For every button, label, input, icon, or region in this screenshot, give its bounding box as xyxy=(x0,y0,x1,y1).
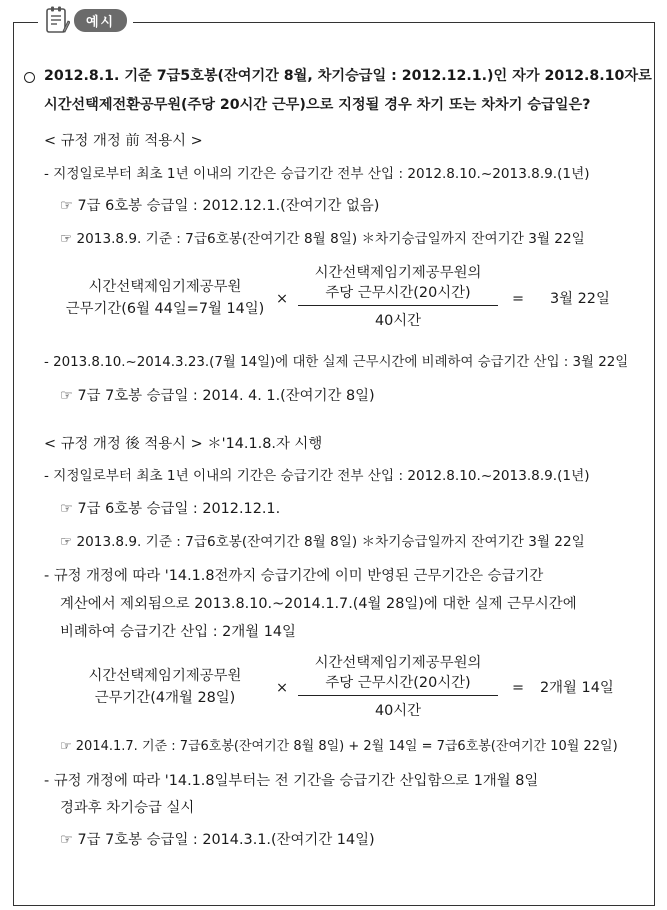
example-label: 예시 xyxy=(74,9,127,32)
after-formula-result: 2개월 14일 xyxy=(540,680,614,696)
before-sub-1: ☞ 7급 6호봉 승급일 : 2012.12.1.(잔여기간 없음) xyxy=(60,198,380,214)
after-heading: < 규정 개정 後 적용시 > ＊'14.1.8.자 시행 xyxy=(44,436,323,452)
after-formula-left-1: 시간선택제임기제공무원 xyxy=(88,668,242,684)
question-line-2: 시간선택제전환공무원(주당 20시간 근무)으로 지정될 경우 차기 또는 차차기 승급일은? xyxy=(44,97,591,113)
before-formula-left-2: 근무기간(6월 44일=7월 14일) xyxy=(65,301,265,317)
before-formula-times: × xyxy=(276,291,289,307)
after-sub-2: ☞ 2013.8.9. 기준 : 7급6호봉(잔여기간 8월 8일) ＊차기승급일까지 잔여기간 3월 22일 xyxy=(60,534,585,550)
before-formula-denominator: 40시간 xyxy=(374,313,422,329)
before-formula-equals: = xyxy=(512,291,525,307)
after-item-2-line-3: 비례하여 승급기간 산입 : 2개월 14일 xyxy=(60,624,296,640)
before-sub-2: ☞ 2013.8.9. 기준 : 7급6호봉(잔여기간 8월 8일) ＊차기승급일까지 잔여기간 3월 22일 xyxy=(60,231,585,247)
after-item-2-line-1: - 규정 개정에 따라 '14.1.8전까지 승급기간에 이미 반영된 근무기간은 승급기간 xyxy=(44,568,544,584)
after-formula-denominator: 40시간 xyxy=(374,703,422,719)
before-item-1: - 지정일로부터 최초 1년 이내의 기간은 승급기간 전부 산입 : 2012.8.10.~2013.8.9.(1년) xyxy=(44,166,590,182)
before-formula-numerator-1: 시간선택제임기제공무원의 xyxy=(314,265,482,281)
after-item-3-line-1: - 규정 개정에 따라 '14.1.8일부터는 전 기간을 승급기간 산입함으로 1개월 8일 xyxy=(44,773,539,789)
before-formula-result: 3월 22일 xyxy=(550,291,610,307)
after-formula-numerator-2: 주당 근무시간(20시간) xyxy=(325,675,471,691)
after-sub-3: ☞ 2014.1.7. 기준 : 7급6호봉(잔여기간 8월 8일) + 2월 14일 = 7급6호봉(잔여기간 10월 22일) xyxy=(60,739,618,754)
before-item-2: - 2013.8.10.~2014.3.23.(7월 14일)에 대한 실제 근무시간에 비례하여 승급기간 산입 : 3월 22일 xyxy=(44,355,629,370)
after-item-2-line-2: 계산에서 제외됨으로 2013.8.10.~2014.1.7.(4월 28일)에 대한 실제 근무시간에 xyxy=(60,596,577,612)
before-heading: < 규정 개정 前 적용시 > xyxy=(44,133,203,149)
after-fraction-bar xyxy=(298,695,498,696)
after-item-1: - 지정일로부터 최초 1년 이내의 기간은 승급기간 전부 산입 : 2012.8.10.~2013.8.9.(1년) xyxy=(44,468,590,484)
before-fraction-bar xyxy=(298,305,498,306)
before-sub-3: ☞ 7급 7호봉 승급일 : 2014. 4. 1.(잔여기간 8일) xyxy=(60,388,375,404)
after-formula-left-2: 근무기간(4개월 28일) xyxy=(94,690,236,706)
before-formula-left-1: 시간선택제임기제공무원 xyxy=(88,279,242,295)
after-formula-times: × xyxy=(276,680,289,696)
after-formula-numerator-1: 시간선택제임기제공무원의 xyxy=(314,655,482,671)
after-item-3-line-2: 경과후 차기승급 실시 xyxy=(60,800,195,816)
example-header xyxy=(38,4,133,36)
before-formula-numerator-2: 주당 근무시간(20시간) xyxy=(325,285,471,301)
after-sub-1: ☞ 7급 6호봉 승급일 : 2012.12.1. xyxy=(60,501,281,517)
after-sub-4: ☞ 7급 7호봉 승급일 : 2014.3.1.(잔여기간 14일) xyxy=(60,832,375,848)
question-line-1: 2012.8.1. 기준 7급5호봉(잔여기간 8월, 차기승급일 : 2012.12.1.)인 자가 2012.8.10자로 xyxy=(44,68,652,84)
notepad-pencil-icon xyxy=(44,5,70,35)
after-formula-equals: = xyxy=(512,680,525,696)
bullet-circle-icon xyxy=(24,72,35,83)
